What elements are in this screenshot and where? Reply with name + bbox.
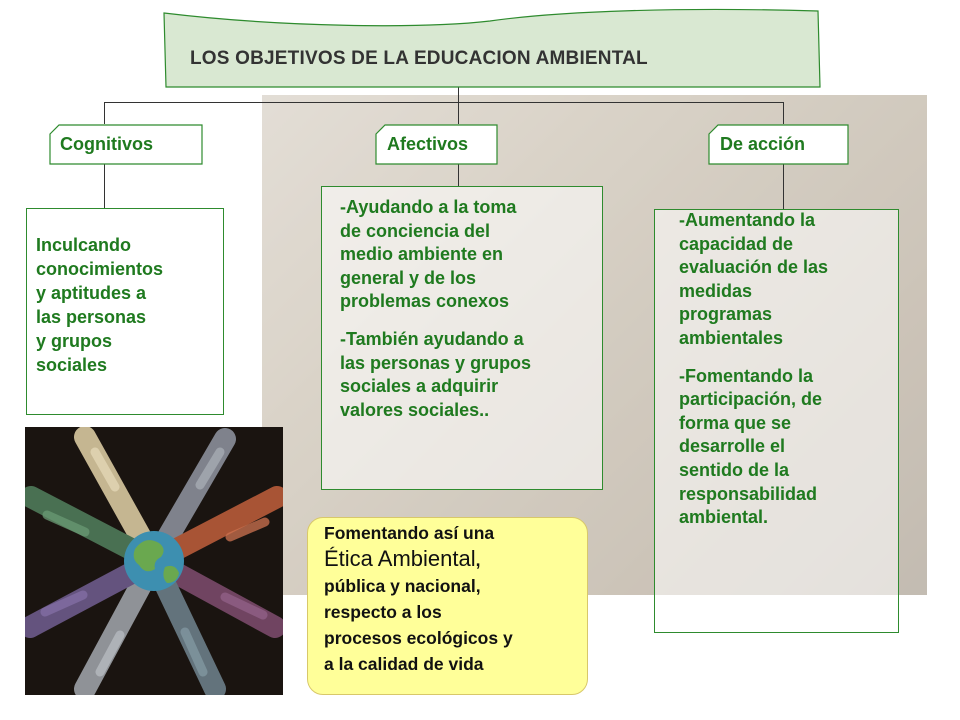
text-line: forma que se <box>679 412 792 433</box>
text-line: Inculcando <box>36 235 132 255</box>
ethics-text <box>324 520 586 677</box>
text-line: -Ayudando a la toma <box>340 197 517 217</box>
page-title: LOS OBJETIVOS DE LA EDUCACION AMBIENTAL <box>190 48 648 69</box>
text-line: sentido de la <box>679 459 790 480</box>
connector-horizontal <box>104 102 783 103</box>
text-line: ambientales <box>679 327 784 348</box>
cognitivos-text <box>36 233 221 377</box>
afectivos-text <box>340 196 600 422</box>
connector-right-box <box>783 164 784 209</box>
ethics-line: respecto a los <box>324 602 442 622</box>
text-line: general y de los <box>340 267 477 288</box>
text-line: responsabilidad <box>679 483 818 504</box>
connector-left-box <box>104 164 105 208</box>
text-line: -También ayudando a <box>340 328 524 349</box>
ethics-line: procesos ecológicos y <box>324 628 513 648</box>
text-line: valores sociales.. <box>340 399 490 420</box>
de-accion-text <box>679 209 894 530</box>
ethics-line: a la calidad de vida <box>324 654 484 674</box>
ethics-heading-suffix: , <box>475 550 481 570</box>
tab-afectivos: Afectivos <box>387 134 469 154</box>
text-line: sociales a adquirir <box>340 376 499 397</box>
connector-right-down <box>783 102 784 124</box>
text-line: ambiental. <box>679 507 769 528</box>
text-line: conocimientos <box>36 259 164 279</box>
tab-de-accion: De acción <box>720 134 806 154</box>
text-line: evaluación de las <box>679 257 829 278</box>
hands-globe-drawing <box>25 427 283 695</box>
text-line: programas <box>679 304 773 325</box>
text-line: las personas <box>36 307 147 327</box>
ethics-heading-line <box>324 546 586 573</box>
text-line: las personas y grupos <box>340 352 532 373</box>
text-line: -Fomentando la <box>679 365 813 386</box>
hands-globe-image <box>25 427 283 695</box>
tab-cognitivos: Cognitivos <box>60 134 153 154</box>
text-line: participación, de <box>679 389 823 410</box>
connector-mid-box <box>458 164 459 186</box>
text-line: capacidad de <box>679 233 794 254</box>
text-line: -Aumentando la <box>679 210 816 230</box>
connector-left-down <box>104 102 105 124</box>
ethics-line: Fomentando así una <box>324 523 495 543</box>
text-line: y grupos <box>36 331 113 351</box>
text-line: problemas conexos <box>340 291 510 312</box>
text-line: y aptitudes a <box>36 283 147 303</box>
text-line: medio ambiente en <box>340 244 504 265</box>
title-banner <box>160 5 824 89</box>
text-line: de conciencia del <box>340 220 491 241</box>
ethics-line: pública y nacional, <box>324 576 481 596</box>
connector-mid-down <box>458 102 459 124</box>
text-line: sociales <box>36 355 108 375</box>
text-line: desarrolle el <box>679 436 786 457</box>
ethics-heading: Ética Ambiental <box>324 546 476 571</box>
text-line: medidas <box>679 280 753 301</box>
